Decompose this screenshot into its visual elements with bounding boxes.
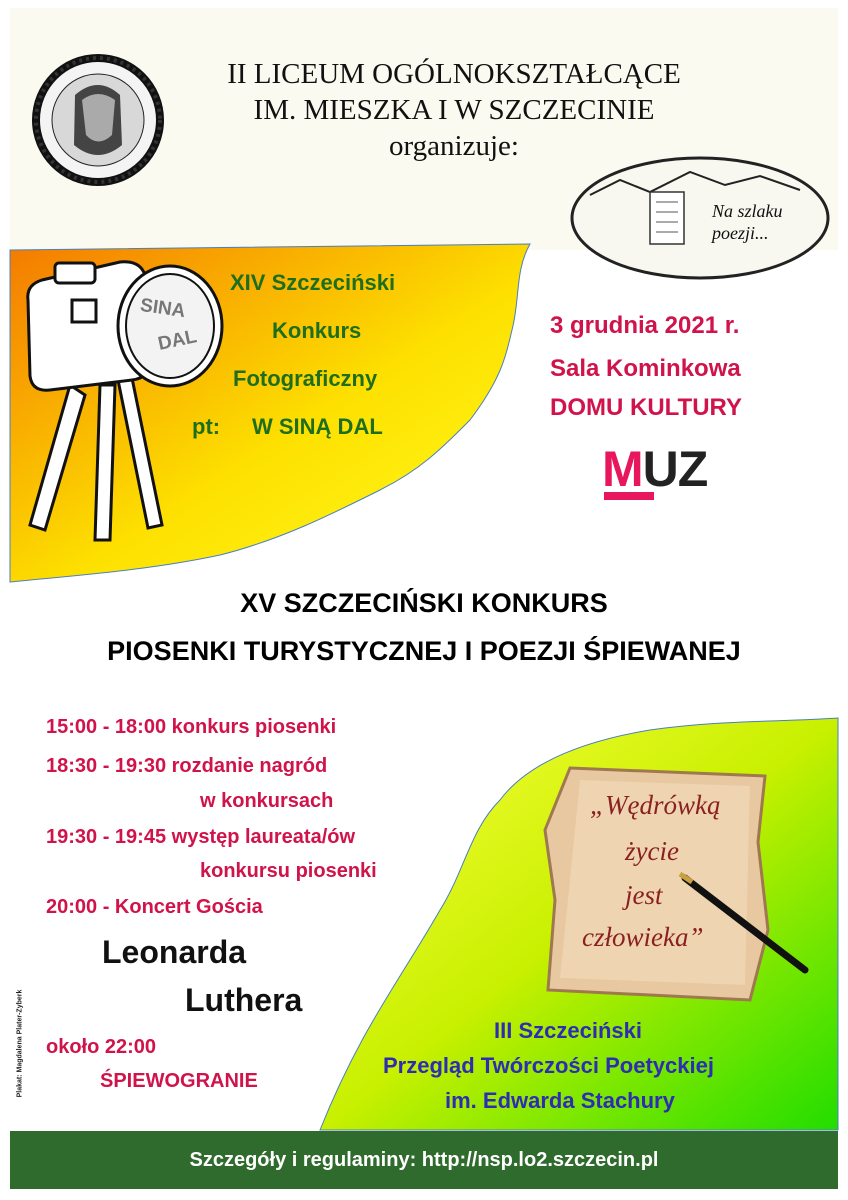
lens-text-2: DAL [156, 326, 199, 355]
quote-line2: życie [625, 836, 679, 866]
schedule-item-3b: konkursu piosenki [200, 860, 377, 882]
school-name-line2: IM. MIESZKA I W SZCZECINIE [253, 94, 655, 126]
schedule-item-4: 20:00 - Koncert Gościa [46, 896, 263, 918]
photo-contest-line2: Konkurs [272, 318, 362, 343]
photo-contest-prefix: pt: [192, 414, 221, 439]
quote-line4: człowieka” [582, 922, 704, 952]
muz-logo: MUZ [602, 441, 708, 497]
late-event: ŚPIEWOGRANIE [100, 1070, 258, 1092]
poster-credit: Plakat: Magdalena Plater-Zyberk [16, 989, 24, 1098]
photo-contest-line1: XIV Szczeciński [230, 270, 396, 295]
poetry-review-line3: im. Edwarda Stachury [445, 1088, 675, 1113]
footer-link-text[interactable]: Szczegóły i regulaminy: http://nsp.lo2.szczecin.pl [189, 1148, 659, 1171]
late-time: około 22:00 [46, 1036, 157, 1058]
event-date: 3 grudnia 2021 r. [550, 312, 740, 339]
school-name-line1: II LICEUM OGÓLNOKSZTAŁCĄCE [227, 58, 681, 90]
guest-first-name: Leonarda [102, 934, 247, 970]
poetry-review-line2: Przegląd Twórczości Poetyckiej [383, 1053, 714, 1078]
photo-contest-title: W SINĄ DAL [252, 414, 383, 439]
schedule-item-3: 19:30 - 19:45 występ laureata/ów [46, 826, 356, 848]
quote-line1: „Wędrówką [590, 790, 721, 820]
trail-logo-text: Na szlaku poezji... [712, 201, 783, 243]
photo-contest-line3: Fotograficzny [233, 366, 378, 391]
schedule-item-1: 15:00 - 18:00 konkurs piosenki [46, 716, 337, 738]
guest-last-name: Luthera [185, 982, 303, 1018]
lens-text-1: SINA [138, 294, 187, 323]
organizes-label: organizuje: [389, 130, 519, 162]
event-venue-1: Sala Kominkowa [550, 355, 741, 382]
main-title-line1: XV SZCZECIŃSKI KONKURS [240, 588, 608, 618]
quote-line3: jest [625, 880, 663, 910]
main-title-line2: PIOSENKI TURYSTYCZNEJ I POEZJI ŚPIEWANEJ [107, 636, 741, 666]
schedule-item-2b: w konkursach [200, 790, 334, 812]
event-venue-2: DOMU KULTURY [550, 394, 742, 421]
schedule-item-2: 18:30 - 19:30 rozdanie nagród [46, 755, 328, 777]
poetry-review-line1: III Szczeciński [494, 1018, 642, 1043]
footer-bar [10, 1131, 838, 1189]
